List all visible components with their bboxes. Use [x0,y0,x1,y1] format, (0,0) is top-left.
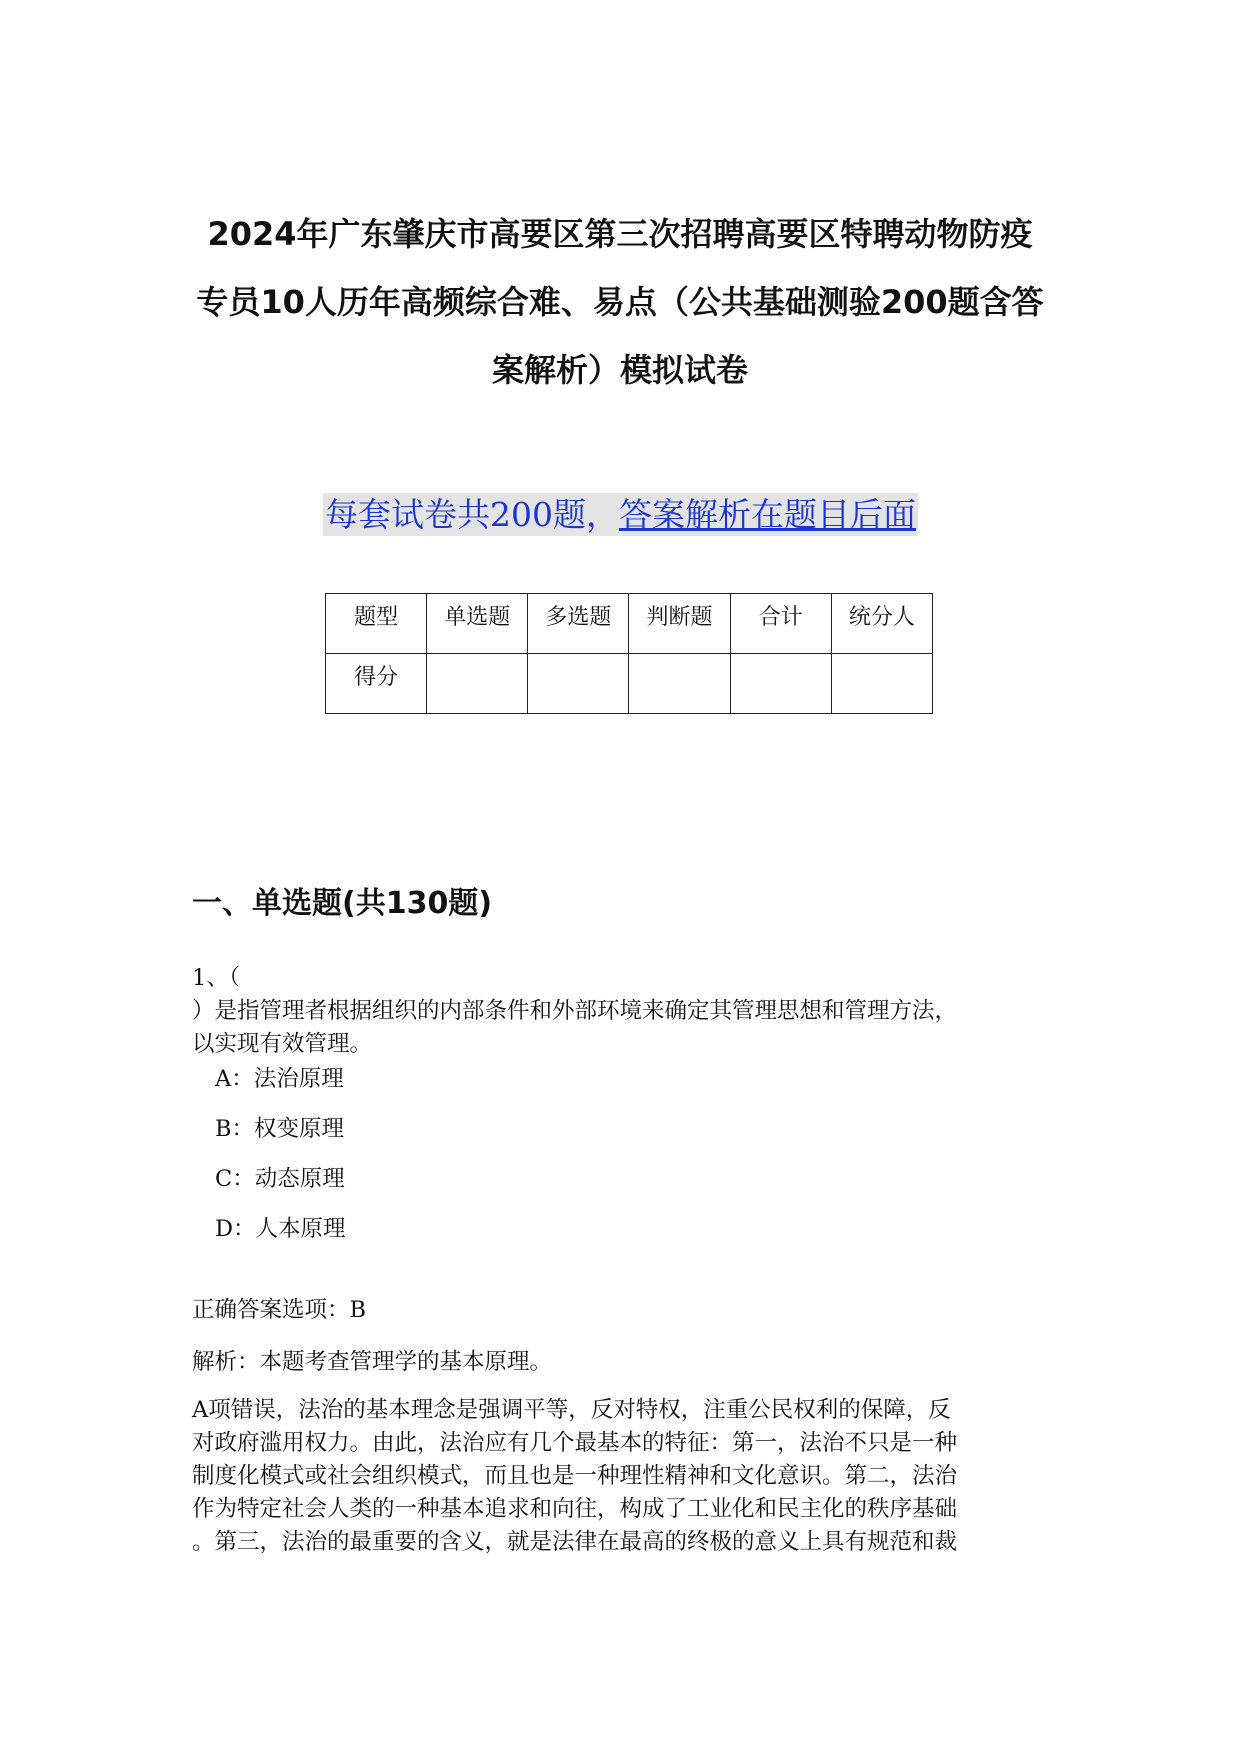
score-cell-true-false [629,654,730,714]
score-cell-total [730,654,831,714]
score-table-header-row [326,594,933,654]
title-line-3: 案解析）模拟试卷 [491,351,748,389]
question-stem-line-1: ）是指管理者根据组织的内部条件和外部环境来确定其管理思想和管理方法， [192,998,958,1024]
header-scorer: 统分人 [831,594,932,654]
score-table [325,593,933,714]
score-table-score-row [326,654,933,714]
option-d: D：人本原理 [215,1216,346,1242]
option-a: A：法治原理 [215,1066,344,1092]
analysis-line-5: 。第三，法治的最重要的含义，就是法律在最高的终极的意义上具有规范和裁 [192,1529,958,1555]
subtitle-highlight [323,493,918,536]
option-c: C：动态原理 [215,1166,345,1192]
correct-answer: 正确答案选项：B [192,1297,367,1323]
subtitle [0,492,1241,538]
answer-location-link[interactable]: 答案解析在题目后面 [619,495,916,534]
question-number: 1、（ [192,965,241,991]
title-line-2: 专员10人历年高频综合难、易点（公共基础测验200题含答 [196,283,1044,321]
analysis-line-4: 作为特定社会人类的一种基本追求和向往，构成了工业化和民主化的秩序基础 [192,1496,958,1522]
explanation-intro: 解析：本题考查管理学的基本原理。 [192,1349,553,1375]
row-label-score: 得分 [326,654,427,714]
score-cell-scorer [831,654,932,714]
section-title: 一、单选题(共130题) [192,886,493,921]
header-single-choice: 单选题 [427,594,528,654]
analysis-paragraph [192,1394,1052,1559]
title-line-1: 2024年广东肇庆市高要区第三次招聘高要区特聘动物防疫 [207,215,1033,253]
header-total: 合计 [730,594,831,654]
score-cell-single [427,654,528,714]
analysis-line-1: A项错误，法治的基本理念是强调平等，反对特权，注重公民权利的保障，反 [192,1397,951,1423]
score-cell-multiple [528,654,629,714]
analysis-line-3: 制度化模式或社会组织模式，而且也是一种理性精神和文化意识。第二，法治 [192,1463,958,1489]
document-title [180,200,1060,404]
header-true-false: 判断题 [629,594,730,654]
question-stem-line-2: 以实现有效管理。 [192,1031,373,1057]
header-question-type: 题型 [326,594,427,654]
header-multiple-choice: 多选题 [528,594,629,654]
option-b: B：权变原理 [215,1116,345,1142]
question-stem [192,962,1052,1061]
analysis-line-2: 对政府滥用权力。由此，法治应有几个最基本的特征：第一，法治不只是一种 [192,1430,958,1456]
subtitle-text: 每套试卷共200题， [325,495,619,534]
